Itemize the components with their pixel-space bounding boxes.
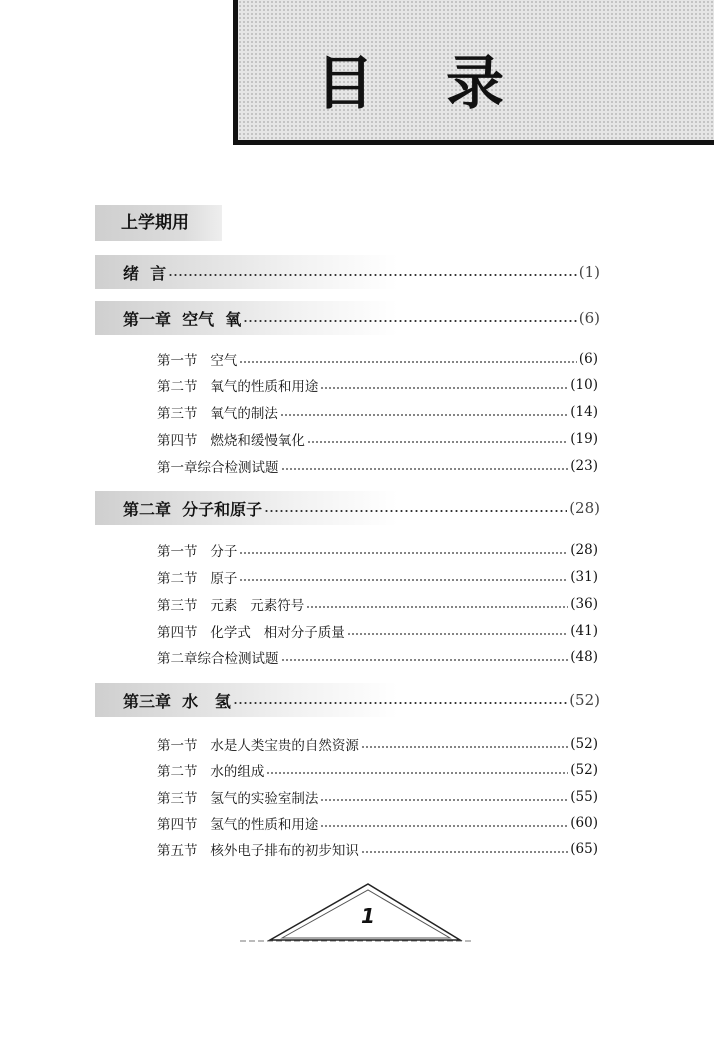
toc-section-page: (36) xyxy=(570,596,598,612)
leader-dots xyxy=(168,274,577,276)
toc-title-banner xyxy=(233,0,714,145)
toc-section-label: 第二章综合检测试题 xyxy=(157,651,279,667)
leader-dots xyxy=(281,468,569,470)
toc-section-label: 第一节 分子 xyxy=(157,544,238,560)
toc-chapter-1[interactable] xyxy=(95,301,600,335)
toc-chapter-label: 第二章 分子和原子 xyxy=(123,499,263,519)
toc-section[interactable] xyxy=(157,733,598,755)
toc-section[interactable] xyxy=(157,786,598,808)
toc-section[interactable] xyxy=(157,646,598,668)
toc-section[interactable] xyxy=(157,455,598,477)
toc-chapter-3[interactable] xyxy=(95,683,600,717)
semester-header: 上学期用 xyxy=(95,205,222,241)
toc-section[interactable] xyxy=(157,539,598,561)
leader-dots xyxy=(306,606,568,608)
leader-dots xyxy=(280,414,568,416)
leader-dots xyxy=(239,552,568,554)
leader-dots xyxy=(243,320,576,322)
page-badge-triangle-icon xyxy=(232,878,482,948)
toc-entry-preface[interactable] xyxy=(95,255,600,289)
toc-section-page: (52) xyxy=(570,736,598,752)
toc-section-page: (41) xyxy=(570,623,598,639)
toc-section-page: (14) xyxy=(570,404,598,420)
toc-section[interactable] xyxy=(157,566,598,588)
toc-chapter-page: (52) xyxy=(569,691,600,709)
toc-section-label: 第四节 燃烧和缓慢氧化 xyxy=(157,433,305,449)
toc-section[interactable] xyxy=(157,401,598,423)
toc-section[interactable] xyxy=(157,838,598,860)
leader-dots xyxy=(266,772,568,774)
toc-section-label: 第四节 化学式 相对分子质量 xyxy=(157,625,345,641)
toc-section-label: 第三节 氢气的实验室制法 xyxy=(157,791,319,807)
toc-section-page: (48) xyxy=(570,649,598,665)
toc-section-page: (28) xyxy=(570,542,598,558)
toc-section-label: 第二节 水的组成 xyxy=(157,764,265,780)
leader-dots xyxy=(320,387,568,389)
toc-section-page: (23) xyxy=(570,458,598,474)
toc-section-label: 第五节 核外电子排布的初步知识 xyxy=(157,843,359,859)
toc-chapter-2[interactable] xyxy=(95,491,600,525)
toc-section-label: 第二节 氧气的性质和用途 xyxy=(157,379,319,395)
toc-section-label: 第四节 氢气的性质和用途 xyxy=(157,817,319,833)
toc-section-page: (19) xyxy=(570,431,598,447)
toc-section-label: 第一章综合检测试题 xyxy=(157,460,279,476)
toc-section-label: 第一节 空气 xyxy=(157,353,238,369)
toc-section-page: (55) xyxy=(570,789,598,805)
leader-dots xyxy=(264,510,567,512)
toc-section-label: 第二节 原子 xyxy=(157,571,238,587)
toc-section-page: (6) xyxy=(578,351,598,367)
leader-dots xyxy=(320,799,568,801)
toc-chapter-label: 第一章 空气 氧 xyxy=(123,309,242,329)
toc-section-page: (60) xyxy=(570,815,598,831)
toc-section-label: 第三节 元素 元素符号 xyxy=(157,598,305,614)
toc-section[interactable] xyxy=(157,812,598,834)
toc-section-page: (10) xyxy=(570,377,598,393)
toc-section-label: 第三节 氧气的制法 xyxy=(157,406,278,422)
toc-section[interactable] xyxy=(157,348,598,370)
leader-dots xyxy=(361,746,568,748)
toc-section[interactable] xyxy=(157,374,598,396)
leader-dots xyxy=(361,851,568,853)
leader-dots xyxy=(307,441,568,443)
toc-section-label: 第一节 水是人类宝贵的自然资源 xyxy=(157,738,359,754)
toc-title-char-2: 录 xyxy=(446,49,505,117)
page-number-badge xyxy=(232,878,482,948)
toc-chapter-page: (6) xyxy=(578,309,600,327)
leader-dots xyxy=(239,361,577,363)
toc-entry-label: 绪 言 xyxy=(123,263,167,283)
toc-section[interactable] xyxy=(157,593,598,615)
toc-entry-page: (1) xyxy=(578,263,600,281)
toc-title-char-1: 目 xyxy=(316,49,375,117)
toc-section[interactable] xyxy=(157,759,598,781)
toc-section[interactable] xyxy=(157,620,598,642)
leader-dots xyxy=(320,825,568,827)
toc-chapter-label: 第三章 水 氢 xyxy=(123,691,231,711)
toc-chapter-page: (28) xyxy=(569,499,600,517)
page-number: 1 xyxy=(361,904,375,928)
toc-section[interactable] xyxy=(157,428,598,450)
leader-dots xyxy=(239,579,568,581)
leader-dots xyxy=(347,633,569,635)
toc-section-page: (31) xyxy=(570,569,598,585)
leader-dots xyxy=(233,702,567,704)
toc-section-page: (65) xyxy=(570,841,598,857)
leader-dots xyxy=(281,659,569,661)
toc-section-page: (52) xyxy=(570,762,598,778)
